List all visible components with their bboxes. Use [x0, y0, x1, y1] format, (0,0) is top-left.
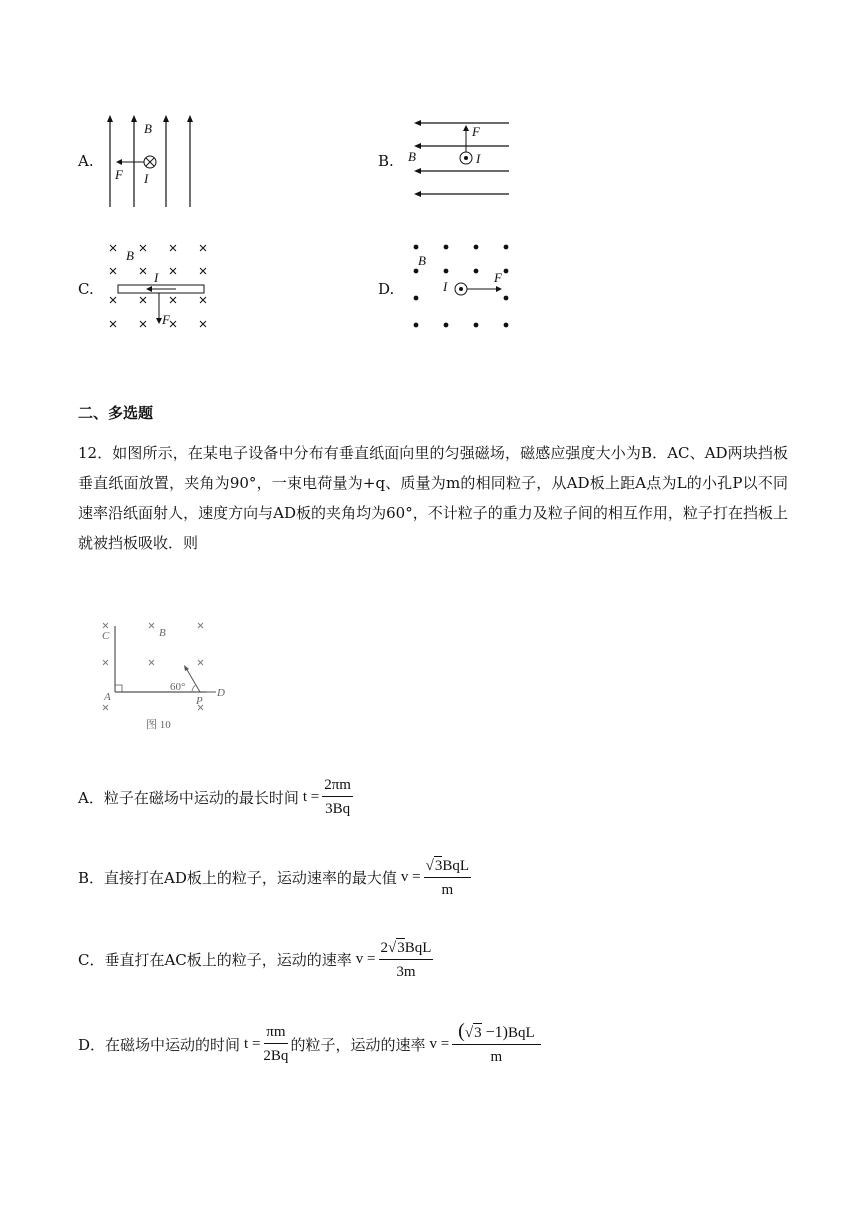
option-B-num-rest: BqL [442, 857, 470, 874]
option-B-sqrt: 3 [434, 857, 443, 874]
section-title: 二、多选题 [78, 404, 154, 422]
figure-D-letter: D. [378, 280, 395, 298]
option-D-paren-close: −1) [481, 1024, 508, 1041]
option-B-numerator: √3BqL [424, 856, 471, 878]
fig-C-I-label: I [154, 270, 159, 285]
option-A-text: A．粒子在磁场中运动的最长时间 [78, 788, 299, 807]
option-D-denominator-time: 2Bq [263, 1048, 289, 1064]
option-A-fraction [322, 776, 353, 818]
fig-A-F-label: F [115, 167, 123, 182]
option-D-numerator-time: πm [264, 1023, 287, 1044]
fig10-A-label: A [104, 691, 111, 703]
figure-C-letter: C. [78, 280, 94, 298]
option-B-text: B．直接打在AD板上的粒子，运动速率的最大值 [78, 868, 397, 887]
figure-B-diagram [404, 115, 514, 200]
option-A-var: t = [302, 788, 320, 805]
fig-D-I-label: I [443, 279, 448, 294]
fig10-B-label: B [159, 627, 166, 639]
option-D-fraction-speed [452, 1022, 540, 1066]
option-B-fraction [424, 856, 471, 899]
fig-C-B-label: B [126, 248, 134, 263]
option-C-fraction [379, 938, 434, 981]
figure-A-letter: A. [78, 152, 94, 170]
option-A-numerator: 2πm [322, 776, 353, 797]
fig10-caption: 图 10 [146, 719, 171, 731]
fig-A-I-label: I [144, 171, 149, 186]
option-D-sqrt: 3 [474, 1025, 482, 1041]
option-D-text: D．在磁场中运动的时间 [78, 1035, 241, 1054]
fig-D-F-label: F [494, 270, 502, 285]
option-C-numerator: 2√3BqL [379, 938, 434, 960]
option-C-num-rest: BqL [404, 939, 432, 956]
option-B-denominator: m [441, 881, 454, 898]
option-D-denominator-speed: m [490, 1049, 503, 1065]
option-D-num-rest: BqL [507, 1025, 535, 1041]
fig-B-B-label: B [408, 149, 416, 164]
fig-A-B-label: B [144, 121, 152, 136]
question-text: 12．如图所示，在某电子设备中分布有垂直纸面向里的匀强磁场，磁感应强度大小为B．AC、AD两块挡板垂直纸面放置，夹角为90°，一束电荷量为+q、质量为m的相同粒子，从AD板上距A点为L的小孔P以不同速率沿纸面射人，速度方向与AD板的夹角均为60°，不计粒子的重力及粒子间的相互作用，粒子打在挡板上就被挡板吸收．则 [78, 444, 788, 552]
figure-C-diagram [104, 240, 214, 335]
fig10-angle-label: 60° [170, 681, 186, 693]
figure-10 [96, 620, 236, 735]
option-B[interactable] [78, 852, 471, 902]
option-C-text: C．垂直打在AC板上的粒子，运动的速率 [78, 950, 352, 969]
fig10-C-label: C [102, 630, 110, 642]
fig-B-I-label: I [476, 151, 481, 166]
option-D-var2: v = [429, 1035, 450, 1052]
option-D-mid-text: 的粒子，运动的速率 [290, 1035, 426, 1054]
fig10-P-label: P [196, 695, 203, 707]
figure-D-diagram [406, 240, 516, 335]
option-D-numerator-speed: (√3 −1)BqL [452, 1022, 540, 1045]
option-D-var: t = [244, 1035, 261, 1052]
figure-A-diagram [100, 112, 210, 212]
fig10-D-label: D [217, 687, 225, 699]
fig-B-F-label: F [472, 124, 480, 139]
option-C-var: v = [355, 950, 376, 967]
figure-B-letter: B. [378, 152, 394, 170]
fig-D-B-label: B [418, 253, 426, 268]
option-A[interactable] [78, 772, 353, 822]
option-C-denominator: 3m [396, 963, 416, 980]
option-A-denominator: 3Bq [325, 801, 351, 817]
option-D-fraction-time [263, 1023, 288, 1065]
fig-C-F-label: F [162, 312, 170, 327]
option-C-coef: 2 [380, 939, 389, 956]
option-C-sqrt: 3 [397, 939, 405, 956]
option-D-paren-open: ( [458, 1020, 465, 1042]
option-D[interactable] [78, 1016, 541, 1072]
option-B-var: v = [400, 868, 421, 885]
option-C[interactable] [78, 934, 433, 984]
